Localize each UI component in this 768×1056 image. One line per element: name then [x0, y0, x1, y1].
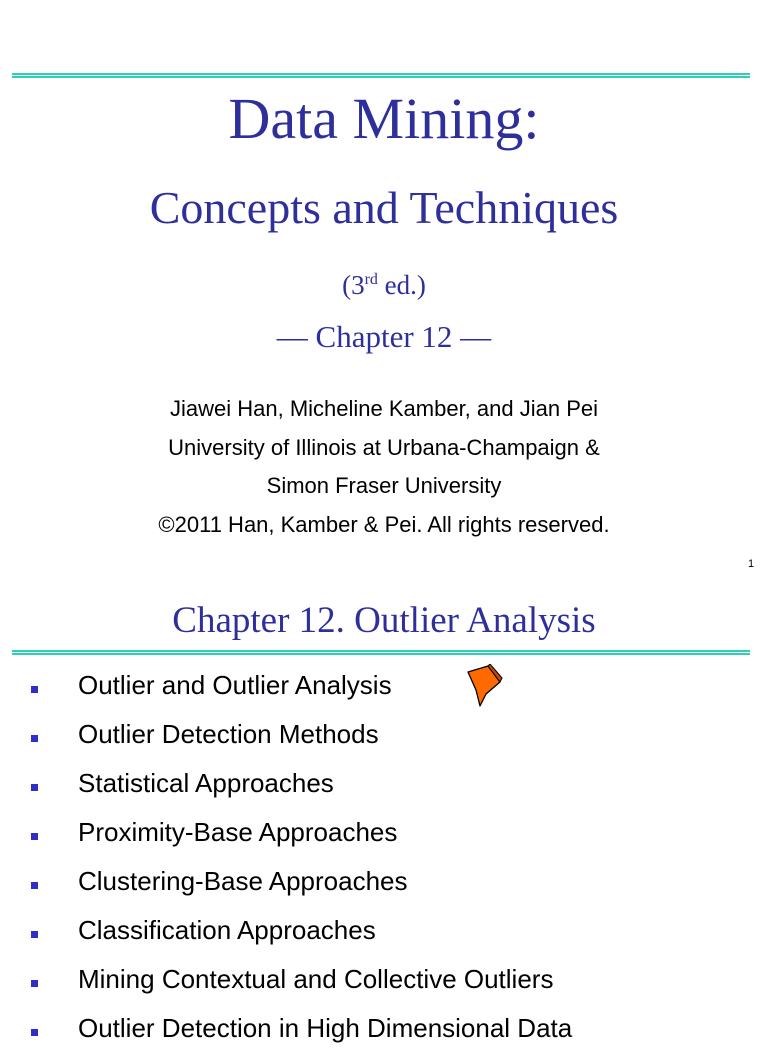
affiliation-line: University of Illinois at Urbana-Champaign & [168, 434, 600, 460]
list-item[interactable] [0, 762, 768, 811]
square-bullet-icon [31, 980, 38, 987]
list-item[interactable] [0, 713, 768, 762]
edition-superscript: rd [364, 271, 378, 288]
square-bullet-icon [31, 931, 38, 938]
list-item-label: Classification Approaches [78, 915, 376, 945]
list-item-label: Mining Contextual and Collective Outliers [78, 964, 554, 994]
list-item-label: Outlier Detection Methods [78, 719, 379, 749]
list-item-label: Clustering-Base Approaches [78, 866, 408, 896]
top-rule [12, 73, 750, 78]
list-item[interactable] [0, 958, 768, 1007]
list-item[interactable] [0, 811, 768, 860]
square-bullet-icon [31, 833, 38, 840]
slide-subtitle: Concepts and Techniques [149, 182, 619, 233]
list-item-label: Statistical Approaches [78, 768, 334, 798]
edition-prefix: (3 [342, 270, 365, 300]
square-bullet-icon [31, 882, 38, 889]
orange-arrow-pointer-icon [464, 664, 506, 710]
slide2-title: Chapter 12. Outlier Analysis [172, 600, 596, 641]
list-item[interactable] [0, 664, 768, 713]
list-item[interactable] [0, 1007, 768, 1056]
slide-title: Data Mining: [228, 86, 540, 151]
square-bullet-icon [31, 784, 38, 791]
author-block [0, 390, 768, 544]
list-item-label: Proximity-Base Approaches [78, 817, 398, 847]
list-item-label: Outlier and Outlier Analysis [78, 670, 392, 700]
agenda-list [0, 664, 768, 1056]
square-bullet-icon [31, 735, 38, 742]
chapter-label: — Chapter 12 — [276, 319, 492, 354]
list-item[interactable] [0, 860, 768, 909]
affiliation-line: Simon Fraser University [266, 473, 502, 498]
page-number: 1 [748, 558, 755, 570]
edition-label [0, 268, 768, 302]
copyright-line: ©2011 Han, Kamber & Pei. All rights reserved. [158, 511, 610, 537]
list-item-label: Outlier Detection in High Dimensional Data [78, 1013, 573, 1043]
slide2-rule [12, 650, 750, 655]
list-item[interactable] [0, 909, 768, 958]
edition-suffix: ed.) [377, 270, 426, 300]
author-line: Jiawei Han, Micheline Kamber, and Jian Pei [169, 396, 598, 421]
square-bullet-icon [31, 686, 38, 693]
square-bullet-icon [31, 1029, 38, 1036]
